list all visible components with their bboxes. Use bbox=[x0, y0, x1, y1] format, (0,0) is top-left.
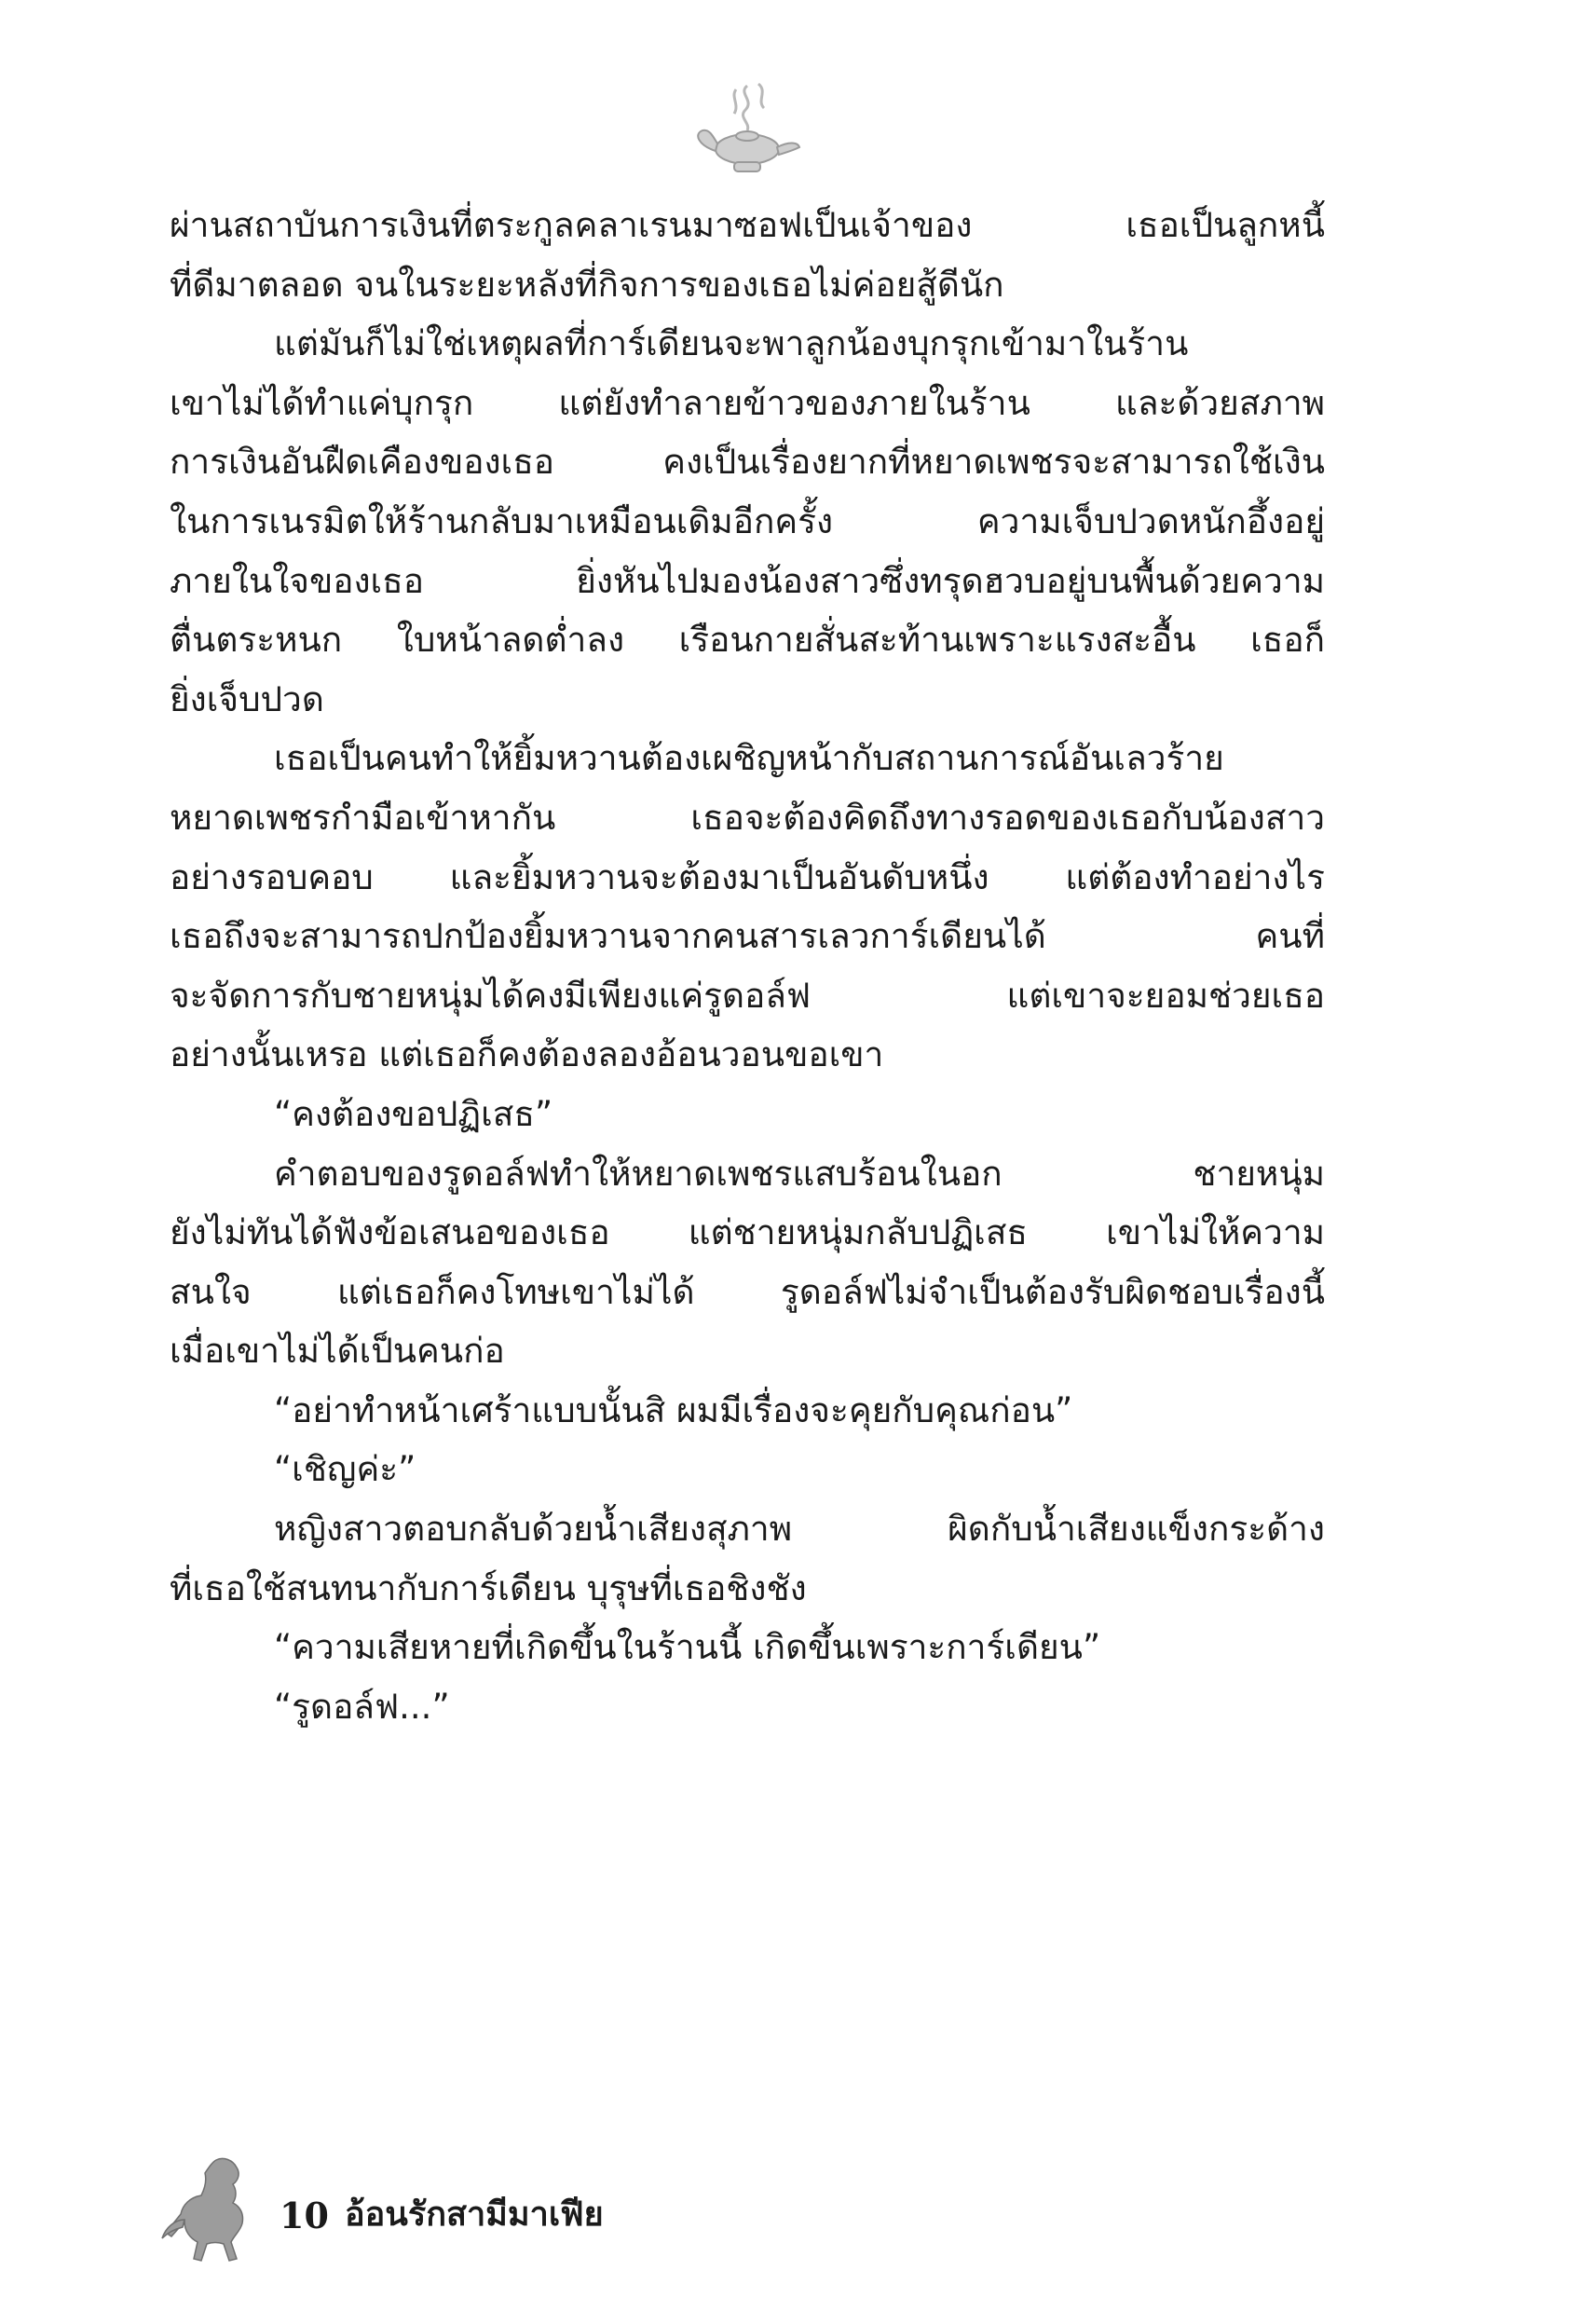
book-title: อ้อนรักสามีมาเฟีย bbox=[345, 2195, 604, 2234]
text-line: ยิ่งเจ็บปวด bbox=[170, 678, 324, 719]
text-line: จะจัดการกับชายหนุ่มได้คงมีเพียงแค่รูดอล์ฟ แต่เขาจะยอมช่วยเธอ bbox=[170, 975, 1325, 1016]
horse-icon bbox=[158, 2153, 261, 2264]
text-line: ภายในใจของเธอ ยิ่งหันไปมองน้องสาวซึ่งทรุดฮวบอยู่บนพื้นด้วยความ bbox=[170, 560, 1325, 601]
text-line: การเงินอันฝืดเคืองของเธอ คงเป็นเรื่องยากที่หยาดเพชรจะสามารถใช้เงิน bbox=[170, 442, 1325, 483]
text-line: สนใจ แต่เธอก็คงโทษเขาไม่ได้ รูดอล์ฟไม่จำเป็นต้องรับผิดชอบเรื่องนี้ bbox=[170, 1271, 1325, 1312]
text-line: เธอถึงจะสามารถปกป้องยิ้มหวานจากคนสารเลวการ์เดียนได้ คนที่ bbox=[170, 916, 1325, 957]
text-line: ที่ดีมาตลอด จนในระยะหลังที่กิจการของเธอไม่ค่อยสู้ดีนัก bbox=[170, 264, 1004, 305]
text-line: “คงต้องขอปฏิเสธ” bbox=[274, 1093, 553, 1134]
text-line: หยาดเพชรกำมือเข้าหากัน เธอจะต้องคิดถึงทางรอดของเธอกับน้องสาว bbox=[170, 797, 1325, 838]
text-line: “อย่าทำหน้าเศร้าแบบนั้นสิ ผมมีเรื่องจะคุยกับคุณก่อน” bbox=[274, 1389, 1073, 1430]
text-line: “รูดอล์ฟ...” bbox=[274, 1686, 450, 1727]
text-line: คำตอบของรูดอล์ฟทำให้หยาดเพชรแสบร้อนในอก ชายหนุ่ม bbox=[274, 1153, 1325, 1194]
text-line: อย่างนั้นเหรอ แต่เธอก็คงต้องลองอ้อนวอนขอเขา bbox=[170, 1034, 884, 1075]
page-number: 10 bbox=[280, 2195, 329, 2236]
text-line: “เชิญค่ะ” bbox=[274, 1449, 416, 1490]
text-line: แต่มันก็ไม่ใช่เหตุผลที่การ์เดียนจะพาลูกน้องบุกรุกเข้ามาในร้าน bbox=[274, 323, 1189, 364]
text-line: “ความเสียหายที่เกิดขึ้นในร้านนี้ เกิดขึ้นเพราะการ์เดียน” bbox=[274, 1627, 1101, 1668]
text-line: อย่างรอบคอบ และยิ้มหวานจะต้องมาเป็นอันดับหนึ่ง แต่ต้องทำอย่างไร bbox=[170, 856, 1325, 897]
text-line: ที่เธอใช้สนทนากับการ์เดียน บุรุษที่เธอชิงชัง bbox=[170, 1567, 807, 1608]
text-line: ผ่านสถาบันการเงินที่ตระกูลคลาเรนมาซอฟเป็นเจ้าของ เธอเป็นลูกหนี้ bbox=[170, 205, 1325, 245]
page-footer bbox=[158, 2153, 717, 2264]
text-line: ตื่นตระหนก ใบหน้าลดต่ำลง เรือนกายสั่นสะท้านเพราะแรงสะอื้น เธอก็ bbox=[170, 620, 1325, 661]
text-line: หญิงสาวตอบกลับด้วยน้ำเสียงสุภาพ ผิดกับน้ำเสียงแข็งกระด้าง bbox=[274, 1509, 1325, 1550]
text-line: เธอเป็นคนทำให้ยิ้มหวานต้องเผชิญหน้ากับสถานการณ์อันเลวร้าย bbox=[274, 738, 1224, 779]
text-line: เขาไม่ได้ทำแค่บุกรุก แต่ยังทำลายข้าวของภายในร้าน และด้วยสภาพ bbox=[170, 382, 1325, 423]
body-text bbox=[170, 196, 1325, 1736]
text-line: เมื่อเขาไม่ได้เป็นคนก่อ bbox=[170, 1331, 505, 1372]
text-line: ในการเนรมิตให้ร้านกลับมาเหมือนเดิมอีกครั้ง ความเจ็บปวดหนักอึ้งอยู่ bbox=[170, 500, 1325, 541]
text-line: ยังไม่ทันได้ฟังข้อเสนอของเธอ แต่ชายหนุ่มกลับปฏิเสธ เขาไม่ให้ความ bbox=[170, 1212, 1325, 1253]
genie-lamp-icon bbox=[689, 76, 805, 181]
